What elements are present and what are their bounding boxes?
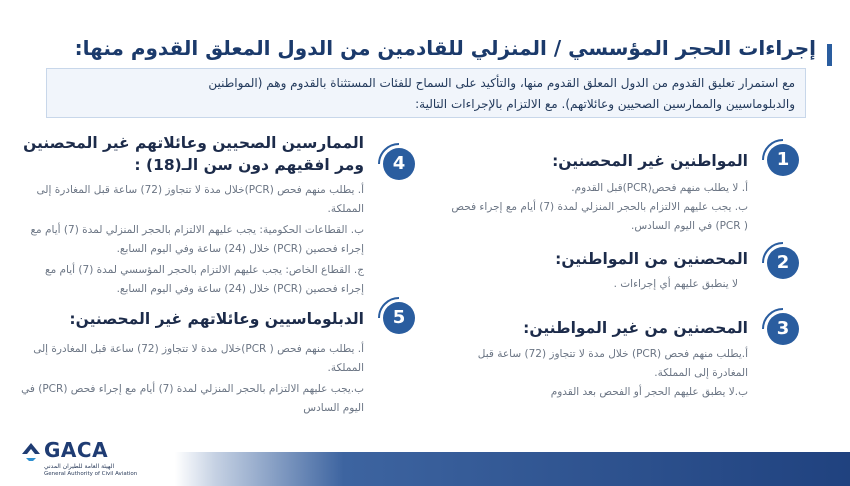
number-badge-label: 3	[776, 318, 790, 339]
number-badge-label: 4	[392, 153, 406, 174]
section-4-line: إجراء فحصين (PCR) خلال (24) ساعة وفي اليوم السابع.	[116, 243, 364, 255]
section-3-line: المغادرة إلى المملكة.	[654, 367, 748, 379]
section-4-line: ج. القطاع الخاص: يجب عليهم الالتزام بالحجر المؤسسي لمدة (7) أيام مع	[44, 264, 364, 276]
section-2-heading: المحصنين من المواطنين:	[555, 250, 748, 268]
page-title: إجراءات الحجر المؤسسي / المنزلي للقادمين من الدول المعلق القدوم منها:	[74, 36, 816, 60]
footer-bar	[175, 452, 850, 486]
logo-arabic-name: الهيئة العامة للطيران المدني	[44, 463, 115, 470]
number-badge-label: 2	[776, 252, 790, 273]
intro-box	[46, 68, 806, 118]
section-4-line: ب. القطاعات الحكومية: يجب عليهم الالتزام بالحجر المنزلي لمدة (7) أيام مع	[30, 224, 364, 236]
section-1-line: ( PCR) في اليوم السادس.	[630, 220, 748, 232]
section-3-heading: المحصنين من غير المواطنين:	[523, 319, 748, 337]
number-badge-label: 5	[392, 307, 406, 328]
number-badge-4	[378, 143, 420, 185]
section-5-heading: الدبلوماسيين وعائلاتهم غير المحصنين:	[69, 310, 364, 328]
section-4-line: إجراء فحصين (PCR) خلال (24) ساعة وفي اليوم السابع.	[116, 283, 364, 295]
gaca-plane-logo-icon	[20, 440, 42, 462]
number-badge-5	[378, 297, 420, 339]
section-4-heading: ومر افقيهم دون سن الـ(18) :	[134, 156, 364, 174]
intro-line: مع استمرار تعليق القدوم من الدول المعلق القدوم منها، والتأكيد على السماح للفئات المستثناة بالقدوم وهم (المواطنين	[208, 76, 795, 90]
section-4-heading: الممارسين الصحيين وعائلاتهم غير المحصنين	[23, 134, 364, 152]
number-badge-2	[762, 242, 804, 284]
section-4-line: المملكة.	[327, 203, 364, 215]
logo-wordmark: GACA	[44, 438, 109, 462]
section-5-line: ب.يجب عليهم الالتزام بالحجر المنزلي لمدة (7) أيام مع إجراء فحص (PCR) في	[21, 383, 364, 395]
title-accent-bar	[827, 44, 832, 66]
section-5-line: المملكة.	[327, 362, 364, 374]
gaca-logo	[20, 438, 170, 482]
section-4-line: أ. يطلب منهم فحص (PCR)خلال مدة لا تتجاوز (72) ساعة قبل المغادرة إلى	[36, 184, 364, 196]
section-5-line: اليوم السادس	[303, 402, 364, 414]
number-badge-1	[762, 139, 804, 181]
number-badge-label: 1	[776, 149, 790, 170]
section-1-line: أ. لا يطلب منهم فحص(PCR)قبل القدوم.	[571, 182, 748, 194]
section-1-line: ب. يجب عليهم الالتزام بالحجر المنزلي لمدة (7) أيام مع إجراء فحص	[451, 201, 748, 213]
number-badge-3	[762, 308, 804, 350]
intro-line: والدبلوماسيين والممارسين الصحيين وعائلاتهم). مع الالتزام بالإجراءات التالية:	[415, 97, 795, 111]
section-2-line: لا ينطبق عليهم أي إجراءات .	[613, 278, 738, 290]
section-1-heading: المواطنين غير المحصنين:	[552, 152, 748, 170]
logo-english-name: General Authority of Civil Aviation	[44, 471, 138, 477]
section-5-line: أ. يطلب منهم فحص ( PCR)خلال مدة لا تتجاوز (72) ساعة قبل المغادرة إلى	[33, 343, 364, 355]
section-3-line: ب.لا يطبق عليهم الحجر أو الفحص بعد القدوم	[550, 386, 748, 398]
section-3-line: أ.يطلب منهم فحص (PCR) خلال مدة لا تتجاوز (72) ساعة قبل	[477, 348, 748, 360]
